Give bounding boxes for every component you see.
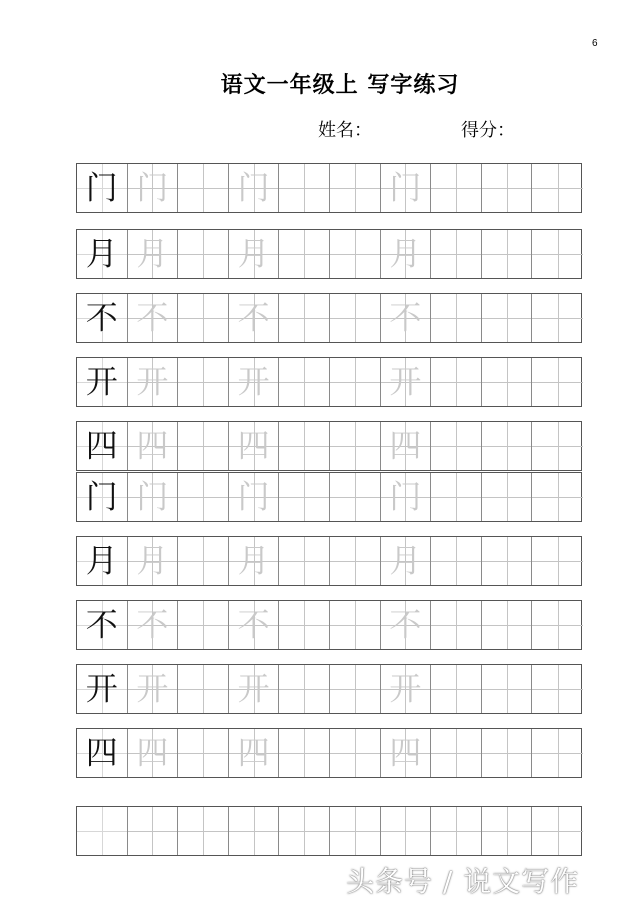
practice-cell[interactable] bbox=[229, 807, 280, 855]
trace-character: 门 bbox=[237, 168, 270, 207]
practice-row bbox=[76, 293, 582, 343]
practice-cell[interactable] bbox=[77, 473, 128, 521]
trace-character: 开 bbox=[237, 669, 270, 708]
practice-cell[interactable] bbox=[77, 807, 128, 855]
practice-cell[interactable] bbox=[482, 164, 533, 212]
trace-character: 四 bbox=[136, 733, 169, 772]
trace-character: 四 bbox=[389, 426, 422, 465]
practice-cell[interactable] bbox=[128, 473, 179, 521]
practice-cell[interactable] bbox=[330, 807, 381, 855]
practice-cell[interactable] bbox=[431, 358, 482, 406]
trace-character: 不 bbox=[237, 298, 270, 337]
practice-cell[interactable] bbox=[482, 230, 533, 278]
practice-cell[interactable] bbox=[229, 665, 280, 713]
practice-cell[interactable] bbox=[229, 358, 280, 406]
practice-cell[interactable] bbox=[128, 230, 179, 278]
practice-cell[interactable] bbox=[532, 422, 583, 470]
model-character: 开 bbox=[85, 362, 118, 401]
practice-row bbox=[76, 163, 582, 213]
trace-character: 月 bbox=[136, 234, 169, 273]
model-character: 开 bbox=[85, 669, 118, 708]
practice-cell[interactable] bbox=[330, 473, 381, 521]
practice-cell[interactable] bbox=[532, 807, 583, 855]
practice-cell[interactable] bbox=[431, 230, 482, 278]
model-character: 四 bbox=[85, 426, 118, 465]
trace-character: 月 bbox=[237, 541, 270, 580]
practice-cell[interactable] bbox=[482, 807, 533, 855]
trace-character: 月 bbox=[136, 541, 169, 580]
practice-cell[interactable] bbox=[431, 294, 482, 342]
practice-cell[interactable] bbox=[128, 665, 179, 713]
student-fields bbox=[0, 116, 640, 142]
practice-cell[interactable] bbox=[532, 164, 583, 212]
trace-character: 四 bbox=[237, 733, 270, 772]
practice-cell[interactable] bbox=[532, 537, 583, 585]
trace-character: 门 bbox=[237, 477, 270, 516]
practice-row bbox=[76, 421, 582, 471]
practice-cell[interactable] bbox=[128, 164, 179, 212]
practice-cell[interactable] bbox=[381, 473, 432, 521]
practice-cell[interactable] bbox=[229, 164, 280, 212]
practice-cell[interactable] bbox=[279, 729, 330, 777]
practice-cell[interactable] bbox=[279, 537, 330, 585]
practice-cell[interactable] bbox=[229, 601, 280, 649]
practice-cell[interactable] bbox=[482, 601, 533, 649]
practice-cell[interactable] bbox=[532, 358, 583, 406]
practice-cell[interactable] bbox=[381, 358, 432, 406]
practice-cell[interactable] bbox=[229, 294, 280, 342]
practice-cell[interactable] bbox=[330, 164, 381, 212]
practice-cell[interactable] bbox=[77, 537, 128, 585]
practice-row bbox=[76, 806, 582, 856]
trace-character: 不 bbox=[136, 298, 169, 337]
practice-cell[interactable] bbox=[178, 665, 229, 713]
trace-character: 月 bbox=[389, 234, 422, 273]
practice-cell[interactable] bbox=[330, 294, 381, 342]
practice-cell[interactable] bbox=[279, 358, 330, 406]
practice-cell[interactable] bbox=[178, 422, 229, 470]
practice-cell[interactable] bbox=[381, 601, 432, 649]
practice-cell[interactable] bbox=[532, 729, 583, 777]
practice-cell[interactable] bbox=[330, 537, 381, 585]
practice-cell[interactable] bbox=[330, 422, 381, 470]
practice-row bbox=[76, 536, 582, 586]
practice-cell[interactable] bbox=[279, 601, 330, 649]
trace-character: 月 bbox=[237, 234, 270, 273]
practice-cell[interactable] bbox=[178, 230, 229, 278]
practice-cell[interactable] bbox=[431, 473, 482, 521]
practice-cell[interactable] bbox=[77, 729, 128, 777]
page-title: 语文一年级上 写字练习 bbox=[220, 73, 460, 98]
model-character: 不 bbox=[85, 605, 118, 644]
practice-cell[interactable] bbox=[229, 537, 280, 585]
practice-cell[interactable] bbox=[381, 294, 432, 342]
practice-cell[interactable] bbox=[128, 537, 179, 585]
practice-row bbox=[76, 357, 582, 407]
practice-cell[interactable] bbox=[381, 422, 432, 470]
practice-cell[interactable] bbox=[330, 358, 381, 406]
practice-cell[interactable] bbox=[77, 422, 128, 470]
practice-cell[interactable] bbox=[178, 164, 229, 212]
practice-cell[interactable] bbox=[431, 729, 482, 777]
page-number: 6 bbox=[592, 38, 598, 49]
trace-character: 开 bbox=[389, 362, 422, 401]
practice-cell[interactable] bbox=[532, 294, 583, 342]
practice-cell[interactable] bbox=[431, 537, 482, 585]
practice-cell[interactable] bbox=[128, 294, 179, 342]
practice-cell[interactable] bbox=[128, 422, 179, 470]
trace-character: 开 bbox=[237, 362, 270, 401]
practice-cell[interactable] bbox=[381, 807, 432, 855]
trace-character: 开 bbox=[136, 362, 169, 401]
practice-cell[interactable] bbox=[431, 422, 482, 470]
practice-cell[interactable] bbox=[279, 230, 330, 278]
practice-cell[interactable] bbox=[279, 473, 330, 521]
practice-cell[interactable] bbox=[482, 473, 533, 521]
trace-character: 门 bbox=[136, 168, 169, 207]
practice-cell[interactable] bbox=[178, 473, 229, 521]
practice-row bbox=[76, 472, 582, 522]
trace-character: 不 bbox=[237, 605, 270, 644]
model-character: 门 bbox=[85, 477, 118, 516]
practice-cell[interactable] bbox=[532, 665, 583, 713]
practice-cell[interactable] bbox=[431, 665, 482, 713]
practice-cell[interactable] bbox=[77, 164, 128, 212]
trace-character: 四 bbox=[237, 426, 270, 465]
practice-cell[interactable] bbox=[178, 294, 229, 342]
practice-cell[interactable] bbox=[128, 729, 179, 777]
trace-character: 月 bbox=[389, 541, 422, 580]
practice-cell[interactable] bbox=[381, 665, 432, 713]
model-character: 门 bbox=[85, 168, 118, 207]
practice-cell[interactable] bbox=[381, 230, 432, 278]
practice-cell[interactable] bbox=[279, 422, 330, 470]
practice-cell[interactable] bbox=[128, 358, 179, 406]
trace-character: 门 bbox=[136, 477, 169, 516]
score-field-label: 得分： bbox=[461, 120, 515, 141]
trace-character: 门 bbox=[389, 168, 422, 207]
practice-cell[interactable] bbox=[178, 358, 229, 406]
practice-cell[interactable] bbox=[77, 665, 128, 713]
practice-cell[interactable] bbox=[532, 230, 583, 278]
practice-cell[interactable] bbox=[330, 601, 381, 649]
practice-cell[interactable] bbox=[229, 230, 280, 278]
practice-cell[interactable] bbox=[229, 422, 280, 470]
practice-cell[interactable] bbox=[330, 230, 381, 278]
practice-cell[interactable] bbox=[532, 473, 583, 521]
model-character: 月 bbox=[85, 541, 118, 580]
practice-cell[interactable] bbox=[77, 358, 128, 406]
practice-cell[interactable] bbox=[279, 807, 330, 855]
practice-cell[interactable] bbox=[482, 294, 533, 342]
practice-cell[interactable] bbox=[330, 729, 381, 777]
practice-cell[interactable] bbox=[431, 807, 482, 855]
trace-character: 门 bbox=[389, 477, 422, 516]
practice-cell[interactable] bbox=[482, 358, 533, 406]
trace-character: 四 bbox=[389, 733, 422, 772]
practice-cell[interactable] bbox=[178, 601, 229, 649]
practice-cell[interactable] bbox=[482, 665, 533, 713]
practice-cell[interactable] bbox=[482, 422, 533, 470]
practice-cell[interactable] bbox=[482, 537, 533, 585]
practice-cell[interactable] bbox=[482, 729, 533, 777]
practice-cell[interactable] bbox=[279, 294, 330, 342]
model-character: 不 bbox=[85, 298, 118, 337]
practice-cell[interactable] bbox=[128, 601, 179, 649]
practice-cell[interactable] bbox=[229, 473, 280, 521]
practice-cell[interactable] bbox=[178, 729, 229, 777]
practice-cell[interactable] bbox=[381, 164, 432, 212]
practice-cell[interactable] bbox=[381, 537, 432, 585]
practice-cell[interactable] bbox=[77, 294, 128, 342]
trace-character: 不 bbox=[389, 298, 422, 337]
practice-cell[interactable] bbox=[178, 537, 229, 585]
model-character: 月 bbox=[85, 234, 118, 273]
practice-cell[interactable] bbox=[77, 230, 128, 278]
trace-character: 四 bbox=[136, 426, 169, 465]
practice-row bbox=[76, 600, 582, 650]
practice-row bbox=[76, 664, 582, 714]
practice-cell[interactable] bbox=[128, 807, 179, 855]
practice-cell[interactable] bbox=[77, 601, 128, 649]
practice-cell[interactable] bbox=[330, 665, 381, 713]
model-character: 四 bbox=[85, 733, 118, 772]
trace-character: 开 bbox=[389, 669, 422, 708]
name-field-label: 姓名： bbox=[318, 120, 372, 141]
practice-row bbox=[76, 728, 582, 778]
practice-cell[interactable] bbox=[178, 807, 229, 855]
watermark: 头条号 / 说文写作 bbox=[346, 865, 580, 898]
practice-cell[interactable] bbox=[532, 601, 583, 649]
practice-cell[interactable] bbox=[431, 164, 482, 212]
practice-cell[interactable] bbox=[279, 665, 330, 713]
trace-character: 开 bbox=[136, 669, 169, 708]
practice-row bbox=[76, 229, 582, 279]
practice-cell[interactable] bbox=[279, 164, 330, 212]
trace-character: 不 bbox=[389, 605, 422, 644]
practice-cell[interactable] bbox=[431, 601, 482, 649]
practice-cell[interactable] bbox=[229, 729, 280, 777]
practice-cell[interactable] bbox=[381, 729, 432, 777]
trace-character: 不 bbox=[136, 605, 169, 644]
